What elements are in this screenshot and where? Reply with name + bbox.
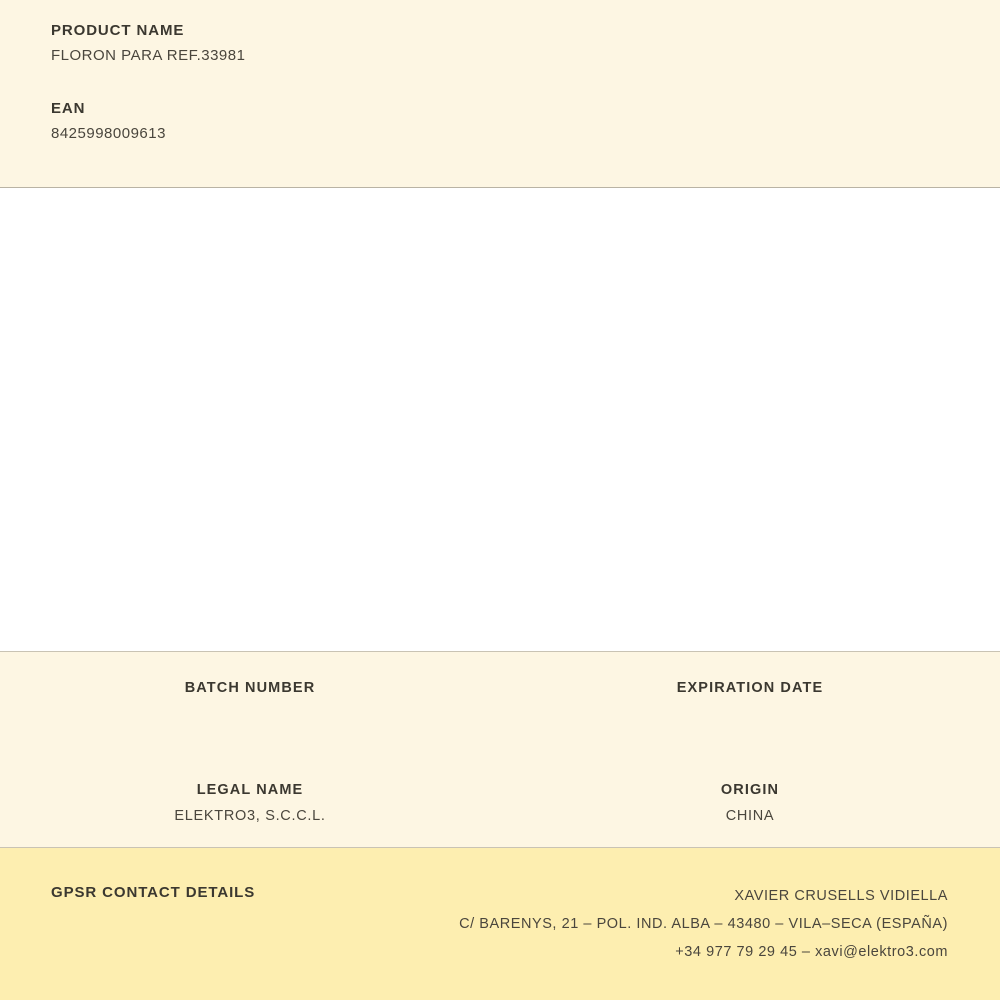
gpsr-contact-phone-email: +34 977 79 29 45 – xavi@elektro3.com — [675, 944, 948, 960]
expiration-date-cell — [500, 680, 1000, 720]
legal-name-label: LEGAL NAME — [196, 782, 304, 798]
batch-number-label: BATCH NUMBER — [184, 680, 316, 696]
expiration-date-value — [520, 704, 980, 720]
batch-number-value — [20, 704, 480, 720]
product-name-value: FLORON PARA REF.33981 — [51, 47, 246, 64]
gpsr-contact-title: GPSR CONTACT DETAILS — [51, 884, 256, 901]
gpsr-contact-lines — [459, 882, 948, 966]
ean-group — [51, 100, 950, 142]
product-image-area — [0, 188, 1000, 652]
product-identity-block — [0, 0, 1000, 188]
gpsr-contact-address: C/ BARENYS, 21 – POL. IND. ALBA – 43480 – VILA–SECA (ESPAÑA) — [459, 916, 948, 932]
origin-label: ORIGIN — [720, 782, 780, 798]
ean-value: 8425998009613 — [51, 125, 166, 142]
batch-number-cell — [0, 680, 500, 720]
ean-label: EAN — [51, 100, 86, 117]
product-details-block — [0, 652, 1000, 848]
origin-cell — [500, 782, 1000, 824]
product-name-group — [51, 22, 950, 64]
legal-origin-row — [0, 782, 1000, 824]
gpsr-contact-person: XAVIER CRUSELLS VIDIELLA — [734, 888, 948, 904]
batch-expiration-row — [0, 680, 1000, 720]
expiration-date-label: EXPIRATION DATE — [676, 680, 824, 696]
origin-value: CHINA — [725, 808, 775, 824]
legal-name-value: ELEKTRO3, S.C.C.L. — [174, 808, 326, 824]
product-name-label: PRODUCT NAME — [51, 22, 185, 39]
legal-name-cell — [0, 782, 500, 824]
gpsr-contact-block — [0, 848, 1000, 1000]
